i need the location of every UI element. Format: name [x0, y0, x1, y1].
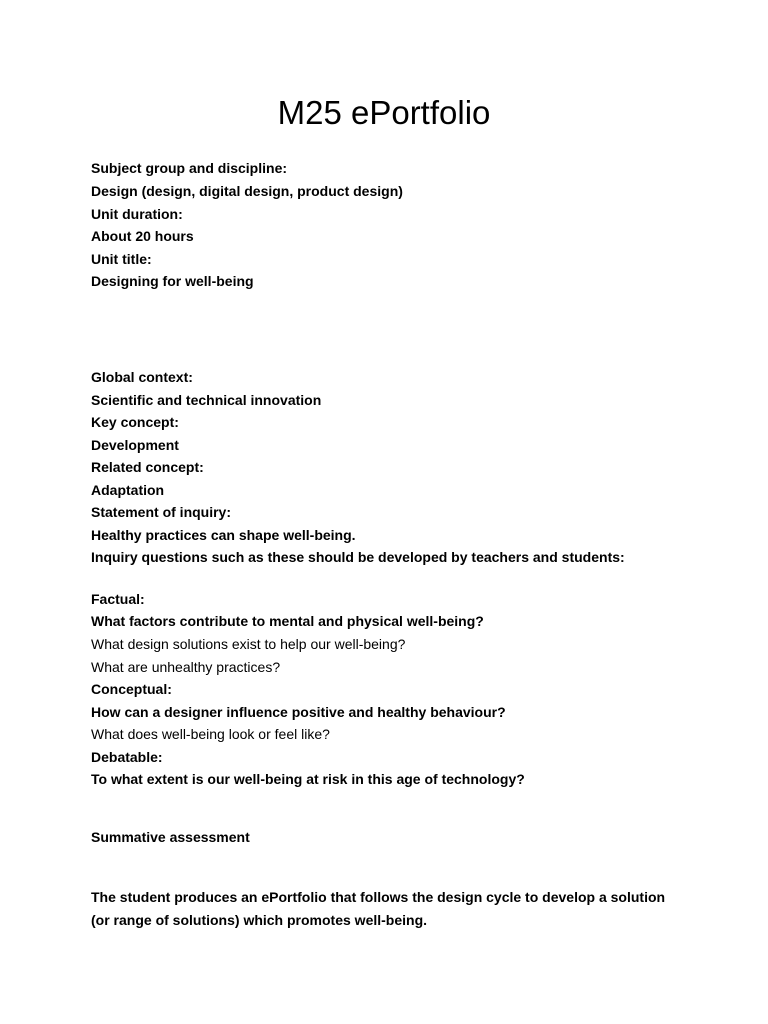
related-concept-label: Related concept:	[91, 459, 204, 475]
unit-title-label: Unit title:	[91, 251, 152, 267]
statement-of-inquiry-value: Healthy practices can shape well-being.	[91, 527, 356, 543]
unit-duration-label: Unit duration:	[91, 206, 183, 222]
conceptual-question: What does well-being look or feel like?	[91, 726, 330, 742]
factual-question: What design solutions exist to help our well-being?	[91, 636, 406, 652]
debatable-label: Debatable:	[91, 749, 163, 765]
related-concept-value: Adaptation	[91, 482, 165, 498]
key-concept-value: Development	[91, 437, 179, 453]
global-context-label: Global context:	[91, 369, 193, 385]
statement-of-inquiry-label: Statement of inquiry:	[91, 504, 232, 520]
factual-question: What factors contribute to mental and physical well-being?	[91, 613, 484, 629]
conceptual-label: Conceptual:	[91, 681, 172, 697]
debatable-question: To what extent is our well-being at risk in this age of technology?	[91, 771, 525, 787]
key-concept-label: Key concept:	[91, 414, 179, 430]
factual-question: What are unhealthy practices?	[91, 659, 281, 675]
global-context-value: Scientific and technical innovation	[91, 392, 322, 408]
inquiry-questions-intro: Inquiry questions such as these should be developed by teachers and students:	[91, 549, 625, 565]
page-title: M25 ePortfolio	[277, 94, 491, 131]
subject-group-label: Subject group and discipline:	[91, 160, 288, 176]
factual-label: Factual:	[91, 591, 145, 607]
summative-assessment-heading: Summative assessment	[91, 829, 250, 845]
subject-group-value: Design (design, digital design, product design)	[91, 183, 403, 199]
summative-paragraph-line: The student produces an ePortfolio that follows the design cycle to develop a solution	[91, 889, 666, 905]
summative-paragraph-line: (or range of solutions) which promotes well-being.	[91, 912, 428, 928]
unit-duration-value: About 20 hours	[91, 228, 194, 244]
conceptual-question: How can a designer influence positive and healthy behaviour?	[91, 704, 506, 720]
unit-title-value: Designing for well-being	[91, 273, 254, 289]
